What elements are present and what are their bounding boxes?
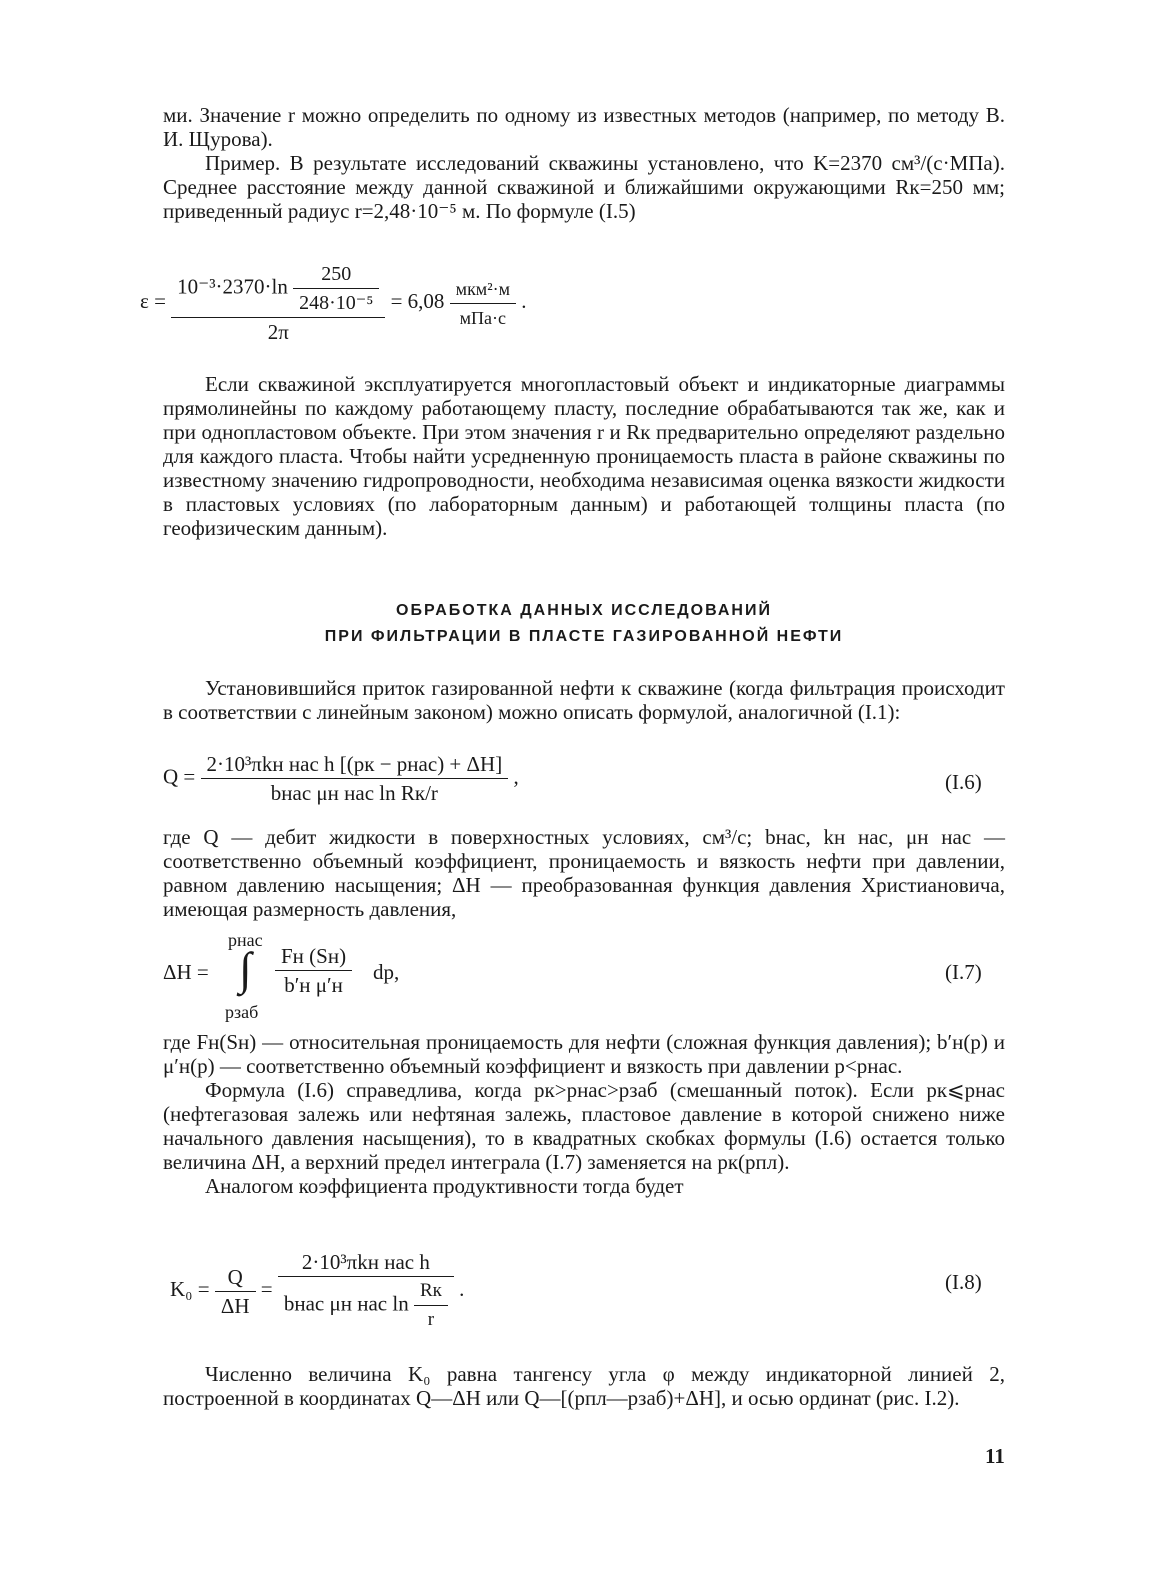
f17-lower-limit: pзаб <box>225 1002 259 1022</box>
f18-rk: Rк <box>414 1279 448 1306</box>
eps-main-fraction <box>171 262 385 344</box>
eps-numerator <box>171 262 385 318</box>
paragraph-where-f: где Fн(Sн) — относительная проницаемость для нефти (сложная функция давления); b′н(p) и μ′н(p) — соответственно объемный коэффициент и вязкость при давлении p<pнас. <box>163 1030 1005 1078</box>
paragraph-formula-valid: Формула (I.6) справедлива, когда pк>pнас>pзаб (смешанный поток). Если pк⩽pнас (нефтегазовая залежь или нефтяная залежь, пластовое давление в которой снижено ниже начального давления насыщения), то в квадратных скобках формулы (I.6) остается только величина ΔH, а верхний предел интеграла (I.7) заменяется на pк(pпл). <box>163 1078 1005 1174</box>
eps-unit-fraction <box>450 277 516 330</box>
f18-numerator: 2·10³πkн нас h <box>278 1250 454 1277</box>
f18-lhs: K₀ = <box>170 1276 210 1301</box>
formula-epsilon <box>140 262 526 344</box>
paragraph-1: ми. Значение r можно определить по одному из известных методов (например, по методу В. И. Щурова). <box>163 103 1005 151</box>
f18-equals: = <box>260 1276 273 1301</box>
f18-main-fraction <box>278 1250 454 1332</box>
f16-fraction <box>201 752 509 805</box>
formula-i6 <box>163 752 519 805</box>
f18-q: Q <box>215 1265 256 1292</box>
paragraph-example: Пример. В результате исследований скважины установлено, что K=2370 см³/(с·МПа). Среднее расстояние между данной скважиной и ближайшими окружающими Rк=250 мм; приведенный радиус r=2,48·10⁻⁵ м. По формуле (I.5) <box>163 151 1005 223</box>
eps-lhs: ε = <box>140 288 166 313</box>
f18-first-fraction <box>215 1265 256 1318</box>
heading-line-1: ОБРАБОТКА ДАННЫХ ИССЛЕДОВАНИЙ <box>396 602 772 619</box>
f17-numerator: Fн (Sн) <box>275 944 352 971</box>
f18-rk-fraction <box>414 1279 448 1332</box>
section-heading <box>163 598 1005 650</box>
f18-denominator <box>278 1277 454 1332</box>
eps-inner-num: 250 <box>293 262 379 289</box>
paragraph-intro <box>163 103 1005 223</box>
eps-end: . <box>521 288 527 313</box>
f16-numerator: 2·10³πkн нас h [(pк − pнас) + ΔH] <box>201 752 509 779</box>
f17-denominator: b′н μ′н <box>284 973 343 997</box>
f17-upper-limit: pнас <box>228 930 263 950</box>
f16-denominator: bнас μн нас ln Rк/r <box>270 781 438 805</box>
eps-unit-num: мкм²·м <box>450 277 516 304</box>
f17-lhs: ΔH = <box>163 960 209 984</box>
f17-dp: dp, <box>373 960 400 984</box>
eq-number-i7: (I.7) <box>945 960 982 984</box>
f16-end: , <box>513 764 519 789</box>
paragraph-k0: Численно величина K₀ равна тангенсу угла φ между индикаторной линией 2, построенной в координатах Q—ΔH или Q—[(pпл—pзаб)+ΔH], и осью ординат (рис. I.2). <box>163 1362 1005 1410</box>
f18-dh: ΔH <box>220 1293 250 1318</box>
integral-sign: ∫ <box>239 943 252 994</box>
heading-line-2: ПРИ ФИЛЬТРАЦИИ В ПЛАСТЕ ГАЗИРОВАННОЙ НЕФТИ <box>324 628 844 645</box>
eps-inner-fraction <box>293 262 379 315</box>
paragraph-inflow-block <box>163 676 1005 724</box>
paragraph-k0-block <box>163 1362 1005 1410</box>
f18-den-prefix: bнас μн нас ln <box>283 1291 409 1316</box>
eps-num-prefix: 10⁻³·2370·ln <box>177 274 288 299</box>
paragraph-where-q-block <box>163 825 1005 921</box>
eps-denominator: 2π <box>267 320 289 344</box>
eps-equals: = 6,08 <box>390 288 445 313</box>
page-number: 11 <box>985 1444 1005 1468</box>
f18-end: . <box>459 1276 465 1301</box>
f16-lhs: Q = <box>163 764 196 789</box>
paragraph-multilayer-block <box>163 372 1005 540</box>
paragraph-where-f-block <box>163 1030 1005 1198</box>
f17-fraction <box>275 944 352 997</box>
eq-number-i6: (I.6) <box>945 770 982 794</box>
eps-inner-den: 248·10⁻⁵ <box>299 292 374 314</box>
paragraph-multilayer: Если скважиной эксплуатируется многопластовый объект и индикаторные диаграммы прямолинейны по каждому работающему пласту, последние обрабатываются так же, как и при однопластовом объекте. При этом значения r и Rк предварительно определяют раздельно для каждого пласта. Чтобы найти усредненную проницаемость пласта в районе скважины по известному значению гидропроводности, необходима независимая оценка вязкости жидкости в пластовых условиях (по лабораторным данным) и работающей толщины пласта (по геофизическим данным). <box>163 372 1005 540</box>
formula-i8 <box>170 1250 464 1332</box>
f18-r: r <box>427 1309 435 1330</box>
paragraph-analog: Аналогом коэффициента продуктивности тогда будет <box>205 1174 684 1198</box>
paragraph-where-q: где Q — дебит жидкости в поверхностных условиях, см³/с; bнас, kн нас, μн нас — соответственно объемный коэффициент, проницаемость и вязкость нефти при давлении, равном давлению насыщения; ΔH — преобразованная функция давления Христиановича, имеющая размерность давления, <box>163 825 1005 921</box>
eq-number-i8: (I.8) <box>945 1270 982 1294</box>
eps-unit-den: мПа·с <box>459 307 507 328</box>
paragraph-inflow: Установившийся приток газированной нефти к скважине (когда фильтрация происходит в соответствии с линейным законом) можно описать формулой, аналогичной (I.1): <box>163 676 1005 724</box>
